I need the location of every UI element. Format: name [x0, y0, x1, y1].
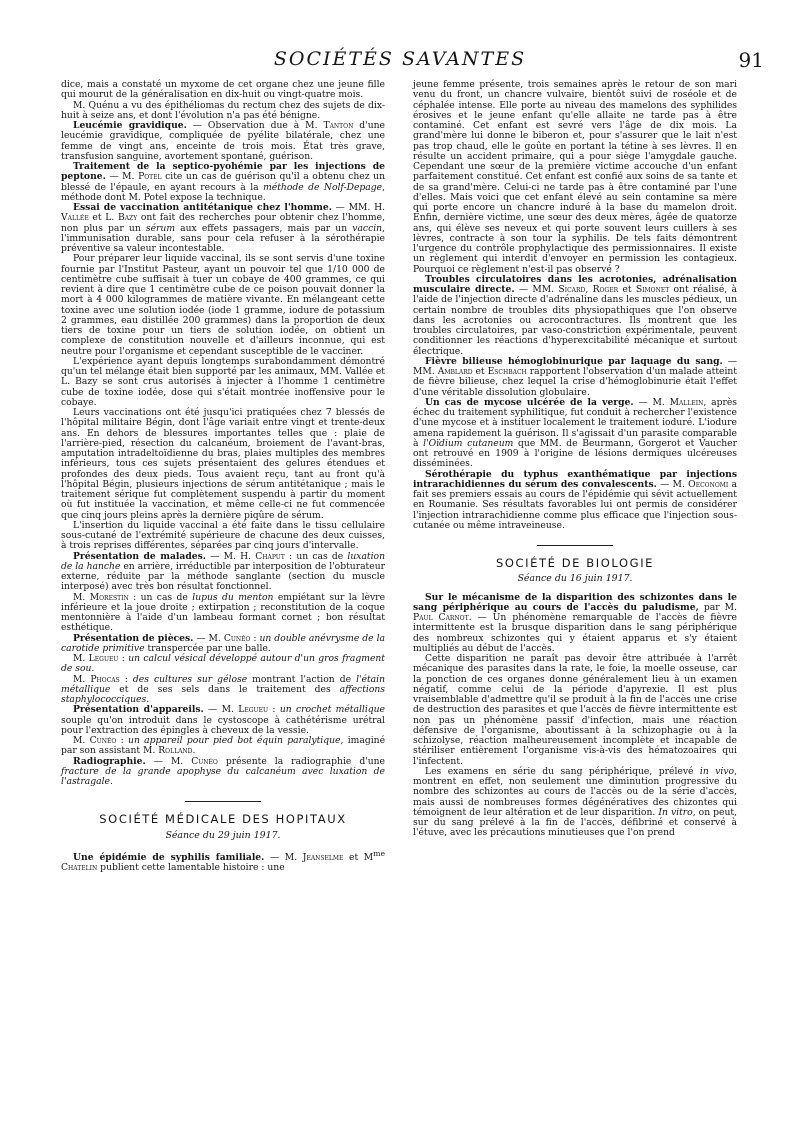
- paragraph: Leucémie gravidique. — Observation due à M. Tanton d'une leucémie gravidique, compliquée de pyélite bilatérale, chez une femme de vingt ans, enceinte de trois mois. État très grave, transfusion sanguine, avortement spontané, guérison.: [61, 120, 385, 162]
- paragraph: Essai de vaccination antitétanique chez l'homme. — MM. H. Vallée et L. Bazy ont fait des recherches pour obtenir chez l'homme, non plus par un sérum aux effets passagers, mais par un vaccin, l'immunisation durable, sans pour cela refuser à la sérothérapie préventive sa valeur incontestable.: [61, 202, 385, 254]
- paragraph: Un cas de mycose ulcérée de la verge. — M. Mallein, après échec du traitement syphilitique, fut conduit à rechercher l'existence d'une mycose et à instituer localement le traitement ioduré. L'iodure amena rapidement la guérison. Il s'agissait d'un parasite comparable à l'Oïdium cutaneum que MM. de Beurmann, Gorgerot et Vaucher ont retrouvé en 1909 à l'origine de lésions dermiques ulcéreuses disséminées.: [413, 396, 737, 470]
- paragraph: dice, mais a constaté un myxome de cet organe chez une jeune fille qui mourut de la généralisation en dix-huit ou vingt-quatre mois.: [61, 79, 385, 101]
- paragraph: M. Morestin : un cas de lupus du menton empiétant sur la lèvre inférieure et la joue droite ; extirpation ; reconstitution de la coque mentonnière à l'aide d'un lambeau formant cornet ; bon résultat esthétique.: [61, 591, 386, 634]
- author-name: Legueu: [88, 653, 119, 664]
- entry-title: Présentation d'appareils.: [73, 704, 204, 716]
- paragraph: Cette disparition ne paraît pas devoir être attribuée à l'arrêt mécanique des parasites dans la rate, le foie, la moelle osseuse, car la ponction de ces organes donne généralement lieu à un examen négatif, comme celui de la période d'apyrexie. Il est plus vraisemblable d'admettre qu'il se produit à la fin de l'accès une crise de destruction des parasites et que l'accès de fièvre intermittente est non pas un phénomène passif d'infection, mais une réaction défensive de l'organisme, aboutissant à la schizophagie ou à la schizolyse, réaction malheureusement incomplète et incapable de stériliser entièrement l'organisme vis-à-vis des hématozoaires qui l'infectent.: [413, 653, 737, 767]
- author-name: Simonet: [635, 284, 670, 295]
- paragraph: Présentation de pièces. — M. Cunéo : un double anévrysme de la carotide primitive transpercée par une balle.: [61, 632, 386, 654]
- entry-title: Sur le mécanisme de la disparition des schizontes dans le sang périphérique au cours de l'accès du paludisme,: [413, 591, 737, 613]
- paragraph: Pour préparer leur liquide vaccinal, ils se sont servis d'une toxine fournie par l'Institut Pasteur, ayant un pouvoir tel que 1/10 000 de centimètre cube suffisait à tuer un cobaye de 400 grammes, ce qui revient à dire que 1 centimètre cube de ce poison pouvait donner la mort à 4 000 kilogrammes de matière vivante. En mélangeant cette toxine avec une solution iodée (iode 1 gramme, iodure de potassium 2 grammes, eau distillée 200 grammes) dans la proportion de deux tiers de toxine pour un tiers de solution iodée, on obtient un complexe de constitution nouvelle et d'ailleurs inconnue, qui est neutre pour l'organisme et cependant susceptible de le vacciner.: [61, 253, 385, 357]
- paragraph: Une épidémie de syphilis familiale. — M. Jeanselme et $M^{me}$ Chatelin publient cette lamentable histoire : une: [61, 848, 386, 874]
- entry-title: Sérothérapie du typhus exanthématique par injections intrarachidiennes du sérum des convalescents.: [413, 468, 737, 490]
- author-name: Morestin: [89, 591, 129, 603]
- author-name: Cunéo: [223, 632, 251, 644]
- author-name: Paul Carnot: [413, 612, 469, 623]
- entry-title: Présentation de pièces.: [73, 632, 194, 644]
- paragraph: Les examens en série du sang périphérique, prélevé in vivo, montrent en effet, non seulement une diminution progressive du nombre des schizontes au cours de l'accès ou de la série d'accès, mais aussi de nombreuses formes dégénératives des chizontes qui témoignent de leur altération et de leur disparition. In vitro, on peut, sur du sang prélevé à la fin de l'accès, défibriné et conservé à l'étuve, avec les précautions minutieuses que l'on prend: [413, 765, 738, 839]
- author-name: Roger: [592, 284, 619, 295]
- author-name: Mallein: [669, 396, 704, 408]
- paragraph: M. Quénu a vu des épithéliomas du rectum chez des sujets de dix-huit à seize ans, et dont l'évolution n'a pas été bénigne.: [61, 99, 385, 121]
- running-title: SOCIÉTÉS SAVANTES: [273, 48, 527, 70]
- paragraph: M. Phocas : des cultures sur gélose montrant l'action de l'étain métallique et de ses sels dans le traitement des affections staphylococciques.: [61, 673, 386, 705]
- author-name: Chatelin: [61, 862, 98, 874]
- author-name: Tanton: [323, 120, 354, 131]
- author-name: Legueu: [238, 704, 269, 716]
- entry-title: Une épidémie de syphilis familiale.: [73, 851, 265, 863]
- author-name: Phocas: [90, 673, 120, 685]
- author-name: Cunéo: [89, 735, 117, 746]
- paragraph: Sur le mécanisme de la disparition des schizontes dans le sang périphérique au cours de l'accès du paludisme, par M. Paul Carnot. — Un phénomène remarquable de l'accès de fièvre intermittente est la brusque disparition dans le sang périphérique des nombreux schizontes qui y étaient apparus et s'y étaient multipliés au début de l'accès.: [413, 591, 737, 654]
- paragraph: Troubles circulatoires dans les acrotonies, adrénalisation musculaire directe. — MM. Sicard, Roger et Simonet ont réalisé, à l'aide de l'injection directe d'adrénaline dans les muscles pédieux, un certain nombre de troubles dits physiopathiques que l'on observe dans les acrotonies ou acrocontractures. Ils montrent que les troubles circulatoires, par vaso-constriction expérimentale, peuvent conditionner les réactions d'hyperexcitabilité mécanique et surtout électrique.: [413, 273, 738, 357]
- section-title: SOCIÉTÉ DE BIOLOGIE: [495, 556, 655, 570]
- paragraph: M. Legueu : un calcul vésical développé autour d'un gros fragment de sou.: [61, 653, 386, 675]
- author-name: Sicard: [558, 284, 586, 295]
- author-name: Potel: [138, 171, 162, 183]
- section-title: SOCIÉTÉ MÉDICALE DES HOPITAUX: [99, 812, 347, 827]
- page-number: 91: [738, 48, 764, 72]
- paragraph: L'insertion du liquide vaccinal a été faite dans le tissu cellulaire sous-cutané de l'extrémité supérieure de chacune des deux cuisses, à trois reprises différentes, séparées par cinq jours d'intervalle.: [61, 519, 385, 552]
- author-name: Cunéo: [191, 755, 218, 767]
- paragraph: Fièvre bilieuse hémoglobinurique par laquage du sang. — MM. Amblard et Eschbach rapportent l'observation d'un malade atteint de fièvre bilieuse, chez lequel la crise d'hémoglobinurie était l'effet d'une véritable dissolution globulaire.: [413, 355, 737, 398]
- paragraph: Présentation d'appareils. — M. Legueu : un crochet métallique souple qu'on introduit dans le cystoscope à cathétérisme urétral pour l'extraction des épingles à cheveux de la vessie.: [61, 704, 385, 736]
- left-column: [61, 80, 385, 873]
- section-divider: [537, 545, 613, 546]
- author-name: Rolland: [158, 745, 193, 757]
- paragraph: Leurs vaccinations ont été jusqu'ici pratiquées chez 7 blessés de l'hôpital militaire Bégin, dont l'âge variait entre vingt et trente-deux ans. En dehors de blessures importantes telles que : plaie de l'arrière-pied, résection du calcanéum, broiement de l'avant-bras, amputation intradeltoïdienne du bras, plaies multiples des membres inférieurs, tous ces sujets présentaient des gelures étendues et profondes des deux pieds. Tous avaient reçu, tant au front qu'à l'hôpital Bégin, plusieurs injections de sérum antitétanique ; mais le traitement sérique fut complètement suspendu à partir du moment où fut instituée la vaccination, et même celle-ci ne fut commencée que cinq jours pleins après la dernière piqûre de sérum.: [61, 407, 385, 521]
- right-column: [413, 80, 737, 839]
- author-name: Eschbach: [487, 366, 527, 377]
- session-date: Séance du 29 juin 1917.: [165, 829, 281, 841]
- author-name: Bazy: [117, 212, 138, 224]
- paragraph: Traitement de la septico-pyohémie par les injections de peptone. — M. Potel cite un cas de guérison qu'il a obtenu chez un blessé de l'épaule, en ayant recours à la méthode de Nolf-Depage, méthode dont M. Potel expose la technique.: [61, 161, 385, 203]
- paragraph: Sérothérapie du typhus exanthématique par injections intrarachidiennes du sérum des convalescents. — M. Oeconomi a fait ses premiers essais au cours de l'épidémie qui sévit actuellement en Roumanie. Ses résultats favorables lui ont permis de considérer l'injection intrarachidienne comme plus efficace que l'injection sous-cutanée ou même intraveineuse.: [413, 468, 738, 531]
- author-name: Oeconomi: [688, 478, 729, 490]
- author-name: Amblard: [437, 366, 473, 377]
- entry-title: Leucémie gravidique.: [73, 120, 187, 131]
- entry-title: Présentation de malades.: [73, 550, 207, 562]
- session-date: Séance du 16 juin 1917.: [517, 573, 633, 585]
- page-header: [0, 48, 800, 74]
- paragraph: jeune femme présente, trois semaines après le retour de son mari venu du front, un chancre vulvaire, bientôt suivi de roséole et de céphalée intense. Elle porte au niveau des mamelons des syphilides érosives et le jeune enfant qu'elle allaite ne tarde pas à être contaminé. Cet enfant est sevré vers l'âge de dix mois. La grand'mère lui donne le biberon et, pour s'assurer que le lait n'est pas trop chaud, elle le goûte en portant la tétine à ses lèvres. Il en résulte un accident primaire, qui a pour siège l'amygdale gauche. Cependant une sœur de la première victime accouche d'un enfant parfaitement constitué. Cet enfant est confié aux soins de sa tante et de sa grand'mère. Celui-ci ne tarde pas à être contaminé par l'une d'elles. Mais voici que cet enfant élevé au sein contamine sa mère qui porte encore un chancre induré à la base du mamelon droit. Enfin, dernière victime, une sœur des deux mères, âgée de quatorze ans, qui élève ses neveux et qui porte souvent leurs cuillers à ses lèvres, contracte à son tour la syphilis. De tels faits démontrent l'urgence du contrôle prophylactique des permissionnaires. Il existe un règlement qui interdit d'envoyer en permission les contagieux. Pourquoi ce règlement n'est-il pas observé ?: [413, 79, 737, 275]
- entry-title: Radiographie.: [73, 755, 146, 767]
- entry-title: Un cas de mycose ulcérée de la verge.: [425, 396, 634, 408]
- section-divider: [185, 801, 261, 802]
- paragraph: M. Cunéo : un appareil pour pied bot équin paralytique, imaginé par son assistant M. Rolland.: [61, 735, 386, 757]
- paragraph: L'expérience ayant depuis longtemps surabondamment démontré qu'un tel mélange était bien supporté par les animaux, MM. Vallée et L. Bazy se sont crus autorisés à injecter à l'homme 1 centimètre cube de toxine iodée, dose qui s'était montrée inoffensive pour le cobaye.: [61, 355, 385, 408]
- paragraph: Radiographie. — M. Cunéo présente la radiographie d'une fracture de la grande apophyse du calcanéum avec luxation de l'astragale.: [61, 755, 385, 787]
- author-name: Jeanselme: [302, 851, 344, 863]
- entry-title: Traitement de la septico-pyohémie par les injections de peptone.: [61, 161, 385, 183]
- author-name: Chaput: [255, 550, 285, 562]
- entry-title: Essai de vaccination antitétanique chez l'homme.: [73, 202, 332, 213]
- paragraph: Présentation de malades. — M. H. Chaput : un cas de luxation de la hanche en arrière, irréductible par interposition de l'obturateur externe, réduite par la méthode sanglante (section du muscle interposé) avec très bon résultat fonctionnel.: [61, 550, 386, 593]
- entry-title: Troubles circulatoires dans les acrotonies, adrénalisation musculaire directe.: [413, 273, 737, 295]
- entry-title: Fièvre bilieuse hémoglobinurique par laquage du sang.: [425, 355, 723, 367]
- author-name: Vallée: [61, 212, 89, 224]
